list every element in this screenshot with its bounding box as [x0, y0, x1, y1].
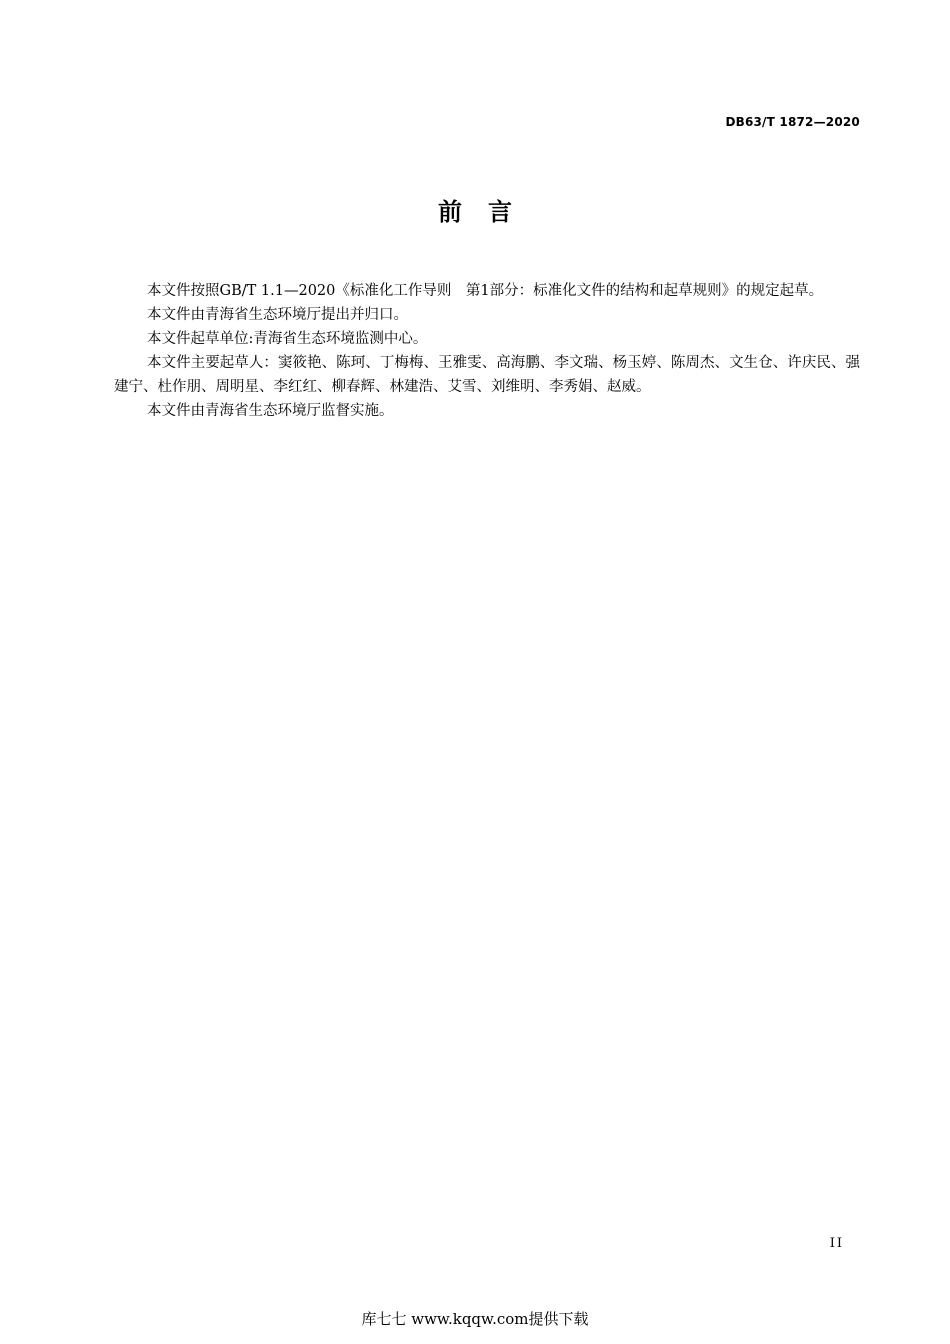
footer-watermark: 库七七 www.kqqw.com提供下载: [361, 1310, 589, 1328]
paragraph-drafting-rules: 本文件按照GB/T 1.1—2020《标准化工作导则 第1部分：标准化文件的结构和起草规则》的规定起草。: [147, 283, 824, 299]
paragraph-proposer: 本文件由青海省生态环境厅提出并归口。: [147, 307, 408, 323]
paragraph-drafters: 本文件主要起草人：窦筱艳、陈珂、丁梅梅、王雅雯、高海鹏、李文瑞、杨玉婷、陈周杰、文生仓、许庆民、强建宁、杜作朋、周明星、李红红、柳春辉、林建浩、艾雪、刘维明、李秀娟、赵威。: [114, 355, 860, 395]
standard-code: DB63/T 1872—2020: [725, 115, 860, 129]
paragraph-drafting-unit: 本文件起草单位:青海省生态环境监测中心。: [147, 331, 428, 347]
page-number: II: [829, 1236, 844, 1251]
preface-body: [114, 279, 860, 423]
paragraph-supervision: 本文件由青海省生态环境厅监督实施。: [147, 403, 394, 419]
page-title: 前言: [438, 198, 538, 226]
